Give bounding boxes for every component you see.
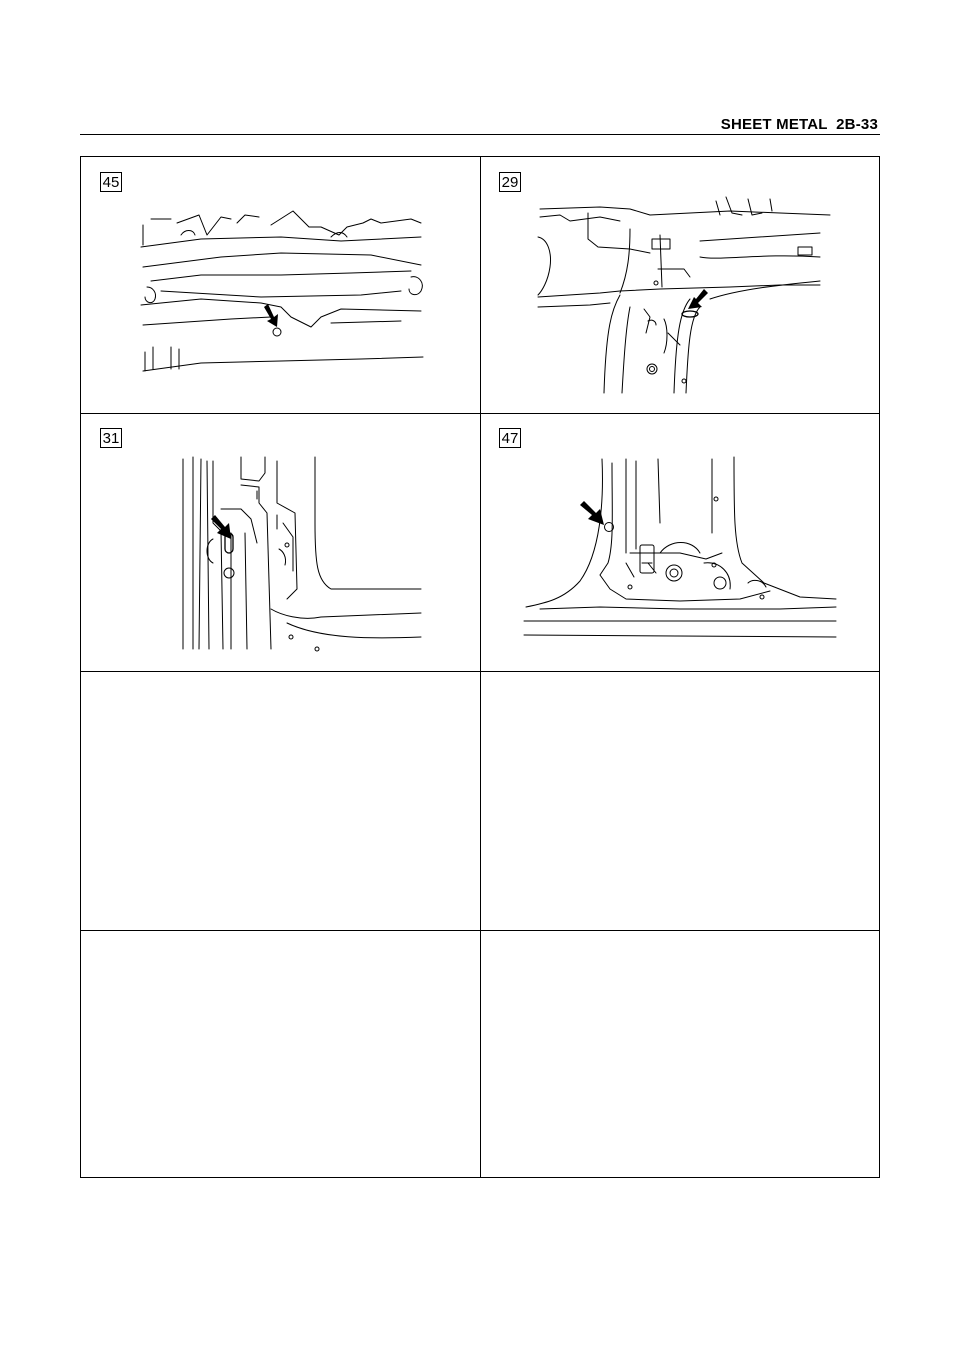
figure-number-45: 45	[100, 172, 122, 192]
figure-number-29: 29	[499, 172, 521, 192]
header-rule	[80, 134, 880, 135]
empty-cell-5	[81, 671, 480, 930]
empty-cell-7	[81, 930, 480, 1177]
figure-cell-31	[81, 413, 480, 671]
figure-grid	[80, 156, 880, 1178]
figure-31-drawing	[81, 413, 480, 671]
empty-cell-6	[480, 671, 879, 930]
figure-cell-45	[81, 157, 480, 413]
figure-47-drawing	[480, 413, 879, 671]
page-header-title: SHEET METAL 2B-33	[720, 116, 878, 133]
figure-45-drawing	[81, 157, 480, 413]
figure-29-drawing	[480, 157, 879, 413]
empty-cell-8	[480, 930, 879, 1177]
figure-cell-29	[480, 157, 879, 413]
figure-number-47: 47	[499, 428, 521, 448]
figure-number-31: 31	[100, 428, 122, 448]
figure-cell-47	[480, 413, 879, 671]
